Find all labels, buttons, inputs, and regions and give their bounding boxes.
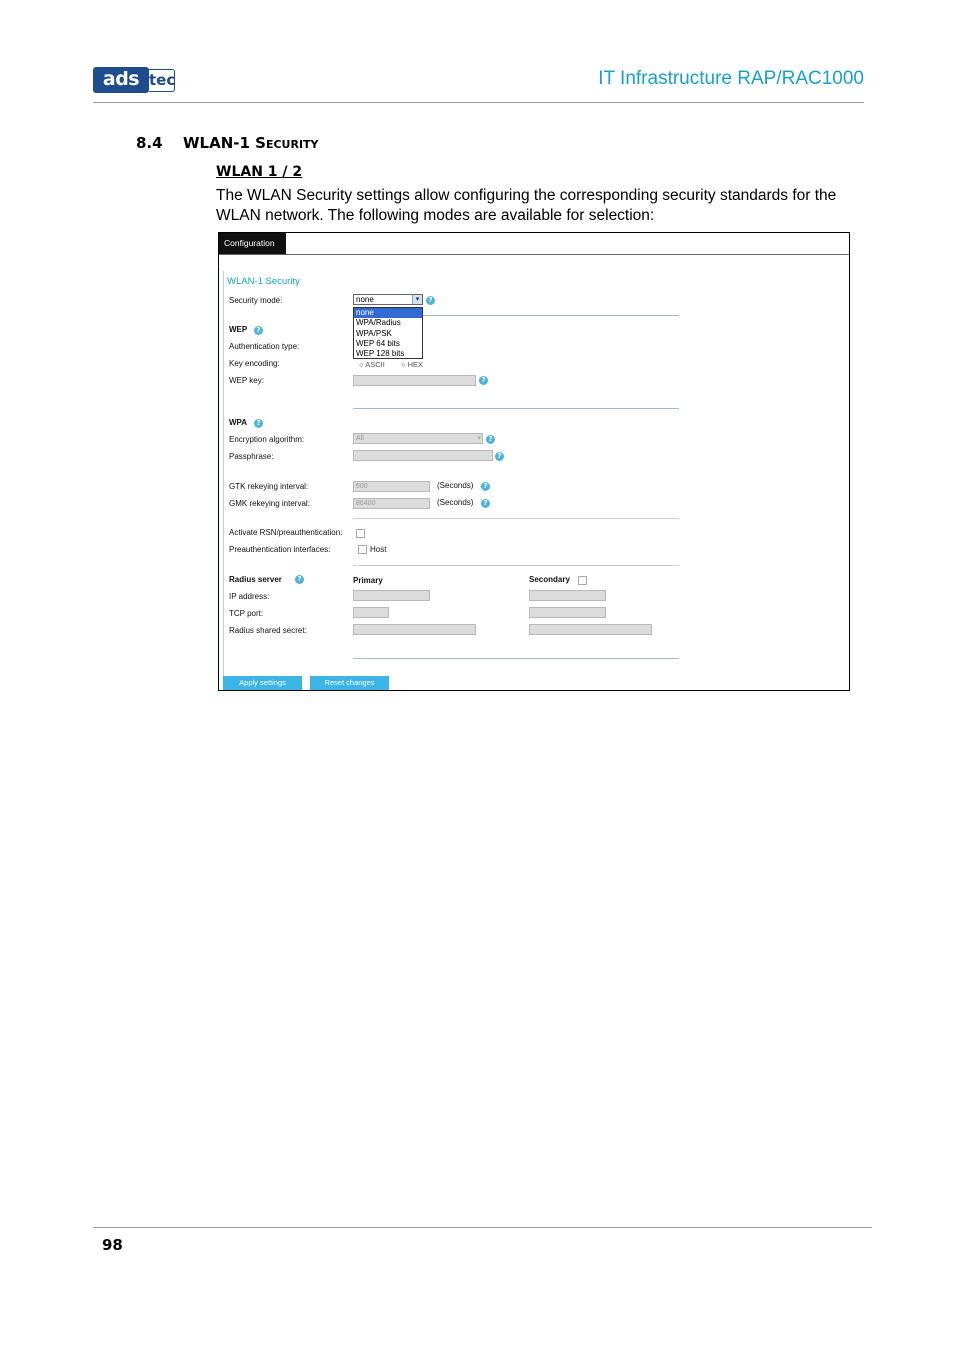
security-mode-select[interactable] (353, 294, 423, 305)
security-mode-label: Security mode: (229, 296, 283, 305)
screenshot-frame (218, 232, 850, 691)
adstec-logo (93, 67, 177, 93)
info-icon[interactable]: ? (426, 296, 435, 305)
info-icon[interactable]: ? (486, 435, 495, 444)
radio-hex-label: HEX (407, 360, 424, 369)
body-paragraph: The WLAN Security settings allow configuring the corresponding security standards for the WLAN network. The following modes are available for selection: (216, 187, 837, 224)
logo-text-tec: tec (149, 69, 175, 92)
tab-bar (219, 233, 849, 255)
primary-heading: Primary (353, 576, 383, 585)
chevron-down-icon[interactable]: ▾ (412, 295, 422, 304)
info-icon[interactable]: ? (295, 575, 304, 584)
radio-ascii[interactable]: ○ ASCII (359, 360, 385, 369)
panel-title: WLAN-1 Security (227, 276, 300, 287)
auth-type-label: Authentication type: (229, 342, 300, 351)
gmk-label: GMK rekeying interval: (229, 499, 310, 508)
divider (353, 658, 679, 659)
info-icon[interactable]: ? (481, 499, 490, 508)
security-mode-value: none (356, 295, 374, 304)
info-icon[interactable]: ? (254, 419, 263, 428)
dropdown-option-wep-128[interactable]: WEP 128 bits (356, 349, 405, 359)
encryption-select[interactable] (353, 433, 483, 444)
host-checkbox[interactable] (358, 545, 367, 554)
security-mode-dropdown[interactable] (353, 307, 423, 359)
rsn-label: Activate RSN/preauthentication: (229, 528, 343, 537)
info-icon[interactable]: ? (479, 376, 488, 385)
passphrase-label: Passphrase: (229, 452, 274, 461)
ip-label: IP address: (229, 592, 270, 601)
secondary-checkbox[interactable] (578, 576, 587, 585)
info-icon[interactable]: ? (495, 452, 504, 461)
reset-changes-button[interactable]: Reset changes (310, 676, 389, 690)
secondary-heading: Secondary (529, 575, 570, 584)
gmk-input[interactable]: 86400 (353, 498, 430, 509)
gtk-input[interactable]: 600 (353, 481, 430, 492)
radius-heading: Radius server (229, 575, 282, 584)
passphrase-input[interactable] (353, 450, 493, 461)
chevron-down-icon: ▾ (477, 435, 481, 442)
secondary-port-input[interactable] (529, 607, 606, 618)
gmk-unit: (Seconds) (437, 498, 474, 507)
wpa-heading: WPA (229, 418, 248, 427)
dropdown-option-wep-64[interactable]: WEP 64 bits (356, 338, 400, 348)
divider (353, 518, 679, 519)
page-number: 98 (102, 1236, 123, 1254)
info-icon[interactable]: ? (481, 482, 490, 491)
tab-configuration[interactable]: Configuration (219, 233, 286, 254)
logo-text-ads: ads (102, 68, 140, 90)
wep-key-input[interactable] (353, 375, 476, 386)
info-icon[interactable]: ? (254, 326, 263, 335)
port-label: TCP port: (229, 609, 264, 618)
dropdown-option-wpa-radius[interactable]: WPA/Radius (356, 318, 401, 328)
secondary-ip-input[interactable] (529, 590, 606, 601)
header-divider (93, 102, 864, 103)
wep-key-label: WEP key: (229, 376, 264, 385)
primary-ip-input[interactable] (353, 590, 430, 601)
key-encoding-label: Key encoding: (229, 359, 280, 368)
section-title: WLAN-1 Security (183, 134, 319, 152)
document-title: IT Infrastructure RAP/RAC1000 (598, 68, 864, 89)
content-border (223, 271, 224, 689)
primary-secret-input[interactable] (353, 624, 476, 635)
encryption-label: Encryption algorithm: (229, 435, 305, 444)
wep-heading: WEP (229, 325, 248, 334)
rsn-checkbox[interactable] (356, 529, 365, 538)
divider (353, 565, 679, 566)
radio-hex[interactable]: ○ HEX (401, 360, 424, 369)
gtk-label: GTK rekeying interval: (229, 482, 309, 491)
primary-port-input[interactable] (353, 607, 389, 618)
gtk-unit: (Seconds) (437, 481, 474, 490)
encryption-value: All (356, 435, 364, 442)
dropdown-option-none[interactable]: none (354, 308, 422, 318)
divider (353, 408, 679, 409)
apply-settings-button[interactable]: Apply settings (223, 676, 302, 690)
section-number: 8.4 (136, 134, 163, 152)
radio-ascii-label: ASCII (365, 360, 385, 369)
secondary-secret-input[interactable] (529, 624, 652, 635)
preauth-interfaces-label: Preauthentication interfaces: (229, 545, 331, 554)
dropdown-option-wpa-psk[interactable]: WPA/PSK (356, 328, 392, 338)
host-label: Host (370, 545, 387, 554)
footer-divider (93, 1227, 872, 1228)
secret-label: Radius shared secret: (229, 626, 307, 635)
subheading: WLAN 1 / 2 (216, 164, 303, 180)
